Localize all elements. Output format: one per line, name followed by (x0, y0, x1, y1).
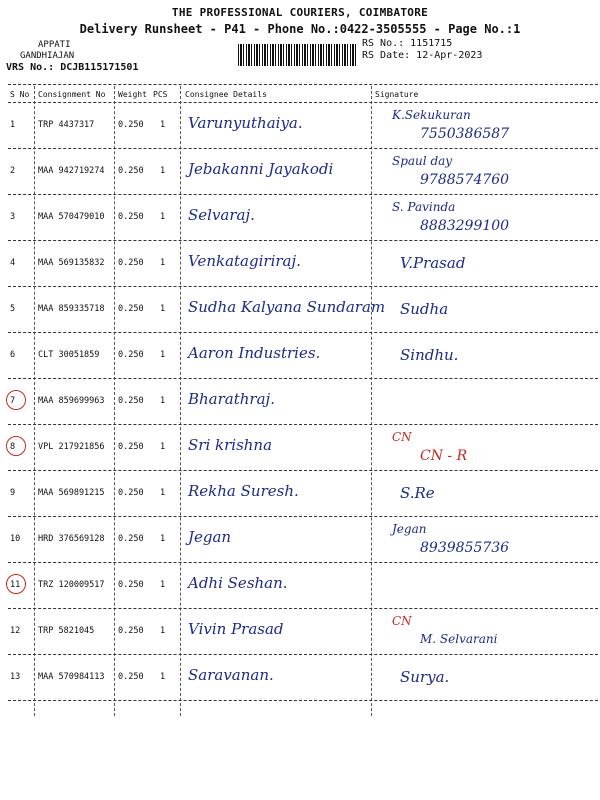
row-consignee: Saravanan. (188, 666, 274, 684)
table-row (0, 288, 600, 334)
rs-number: RS No.: 1151715 (362, 38, 453, 49)
row-consignee: Sri krishna (188, 436, 273, 454)
row-sno: 13 (10, 672, 21, 682)
row-signature: K.Sekukuran (392, 108, 471, 122)
row-divider (8, 148, 598, 149)
row-signature: Jegan (392, 522, 427, 536)
table-row (0, 104, 600, 150)
row-weight: 0.250 (118, 488, 144, 498)
row-consignee: Jegan (188, 528, 232, 546)
table-row (0, 380, 600, 426)
row-weight: 0.250 (118, 304, 144, 314)
row-divider (8, 240, 598, 241)
table-row (0, 610, 600, 656)
row-signature-note: 9788574760 (420, 172, 510, 188)
row-weight: 0.250 (118, 258, 144, 268)
row-divider (8, 516, 598, 517)
row-weight: 0.250 (118, 580, 144, 590)
row-divider (8, 378, 598, 379)
row-consignee: Rekha Suresh. (188, 482, 299, 500)
row-weight: 0.250 (118, 212, 144, 222)
marker-circle (6, 574, 26, 594)
row-sno: 4 (10, 258, 16, 268)
row-sno: 3 (10, 212, 16, 222)
row-consignee: Aaron Industries. (188, 344, 321, 362)
col-consignment: Consignment No (38, 90, 106, 99)
row-weight: 0.250 (118, 396, 144, 406)
rs-info (362, 38, 482, 62)
col-sno: S No (10, 90, 30, 99)
header-divider-bottom (8, 102, 598, 103)
corner-line1: APPATI (38, 40, 71, 50)
row-signature: CN (392, 614, 412, 628)
row-weight: 0.250 (118, 442, 144, 452)
corner-line2: GANDHIAJAN (20, 51, 75, 61)
row-consignment-no: MAA 570479010 (38, 212, 105, 222)
row-consignment-no: MAA 570984113 (38, 672, 105, 682)
row-pcs: 1 (160, 488, 166, 498)
barcode (238, 44, 358, 66)
col-pcs: PCS (153, 90, 168, 99)
row-sno: 2 (10, 166, 16, 176)
row-consignee: Venkatagiriraj. (188, 252, 301, 270)
row-consignee: Vivin Prasad (188, 620, 284, 638)
row-consignee: Jebakanni Jayakodi (188, 160, 334, 178)
table-row (0, 518, 600, 564)
row-signature: S.Re (400, 484, 435, 502)
row-pcs: 1 (160, 258, 166, 268)
row-consignee: Bharathraj. (188, 390, 275, 408)
row-signature: CN (392, 430, 412, 444)
row-divider (8, 562, 598, 563)
row-signature-note: 7550386587 (420, 126, 510, 142)
row-consignment-no: MAA 569891215 (38, 488, 105, 498)
table-row (0, 196, 600, 242)
row-sno: 11 (10, 580, 21, 590)
row-divider (8, 424, 598, 425)
row-pcs: 1 (160, 672, 166, 682)
row-consignment-no: MAA 942719274 (38, 166, 105, 176)
row-divider (8, 608, 598, 609)
row-divider (8, 654, 598, 655)
company-name: THE PROFESSIONAL COURIERS, COIMBATORE (171, 6, 429, 19)
row-consignment-no: TRZ 120009517 (38, 580, 105, 590)
row-signature: Surya. (400, 668, 450, 686)
row-pcs: 1 (160, 166, 166, 176)
row-pcs: 1 (160, 396, 166, 406)
row-signature: Spaul day (392, 154, 453, 168)
table-row (0, 472, 600, 518)
row-consignee: Sudha Kalyana Sundaram (188, 298, 386, 316)
drs-value: DCJB115171501 (60, 62, 139, 73)
row-weight: 0.250 (118, 166, 144, 176)
row-pcs: 1 (160, 350, 166, 360)
drs-label: VRS No.: (6, 62, 55, 73)
row-divider (8, 194, 598, 195)
row-sno: 9 (10, 488, 16, 498)
header-divider-top (8, 84, 598, 85)
row-sno: 5 (10, 304, 16, 314)
row-signature-note: M. Selvarani (420, 632, 498, 646)
corner-info (6, 40, 139, 73)
row-signature: S. Pavinda (392, 200, 456, 214)
table-row (0, 656, 600, 702)
row-divider (8, 700, 598, 701)
row-sno: 1 (10, 120, 16, 130)
row-pcs: 1 (160, 212, 166, 222)
row-consignee: Varunyuthaiya. (188, 114, 303, 132)
row-weight: 0.250 (118, 120, 144, 130)
row-divider (8, 332, 598, 333)
col-weight: Weight (118, 90, 147, 99)
row-consignment-no: TRP 4437317 (38, 120, 95, 130)
table-row (0, 150, 600, 196)
row-pcs: 1 (160, 304, 166, 314)
row-sno: 7 (10, 396, 16, 406)
row-divider (8, 470, 598, 471)
row-consignment-no: CLT 30051859 (38, 350, 100, 360)
table-row (0, 334, 600, 380)
row-consignment-no: MAA 859335718 (38, 304, 105, 314)
row-signature-note: 8883299100 (420, 218, 510, 234)
marker-circle (6, 436, 26, 456)
row-signature: V.Prasad (400, 254, 466, 272)
row-pcs: 1 (160, 442, 166, 452)
row-weight: 0.250 (118, 534, 144, 544)
row-weight: 0.250 (118, 350, 144, 360)
row-consignment-no: HRD 376569128 (38, 534, 105, 544)
row-signature-note: CN - R (420, 448, 468, 464)
row-signature: Sudha (400, 300, 449, 318)
row-pcs: 1 (160, 580, 166, 590)
row-consignment-no: VPL 217921856 (38, 442, 105, 452)
row-consignee: Selvaraj. (188, 206, 255, 224)
row-consignment-no: MAA 859699963 (38, 396, 105, 406)
table-row (0, 242, 600, 288)
table-row (0, 426, 600, 472)
row-sno: 6 (10, 350, 16, 360)
marker-circle (6, 390, 26, 410)
row-weight: 0.250 (118, 672, 144, 682)
row-signature-note: 8939855736 (420, 540, 510, 556)
row-pcs: 1 (160, 534, 166, 544)
col-signature: Signature (375, 90, 419, 99)
row-consignee: Adhi Seshan. (188, 574, 288, 592)
row-pcs: 1 (160, 120, 166, 130)
row-consignment-no: TRP 5821045 (38, 626, 95, 636)
runsheet-title: Delivery Runsheet - P41 - Phone No.:0422-3505555 - Page No.:1 (79, 22, 521, 36)
row-sno: 10 (10, 534, 21, 544)
col-consignee: Consignee Details (185, 90, 267, 99)
row-sno: 8 (10, 442, 16, 452)
rs-date: RS Date: 12-Apr-2023 (362, 50, 483, 61)
row-divider (8, 286, 598, 287)
row-sno: 12 (10, 626, 21, 636)
row-pcs: 1 (160, 626, 166, 636)
row-signature: Sindhu. (400, 346, 459, 364)
row-consignment-no: MAA 569135832 (38, 258, 105, 268)
row-weight: 0.250 (118, 626, 144, 636)
table-row (0, 564, 600, 610)
